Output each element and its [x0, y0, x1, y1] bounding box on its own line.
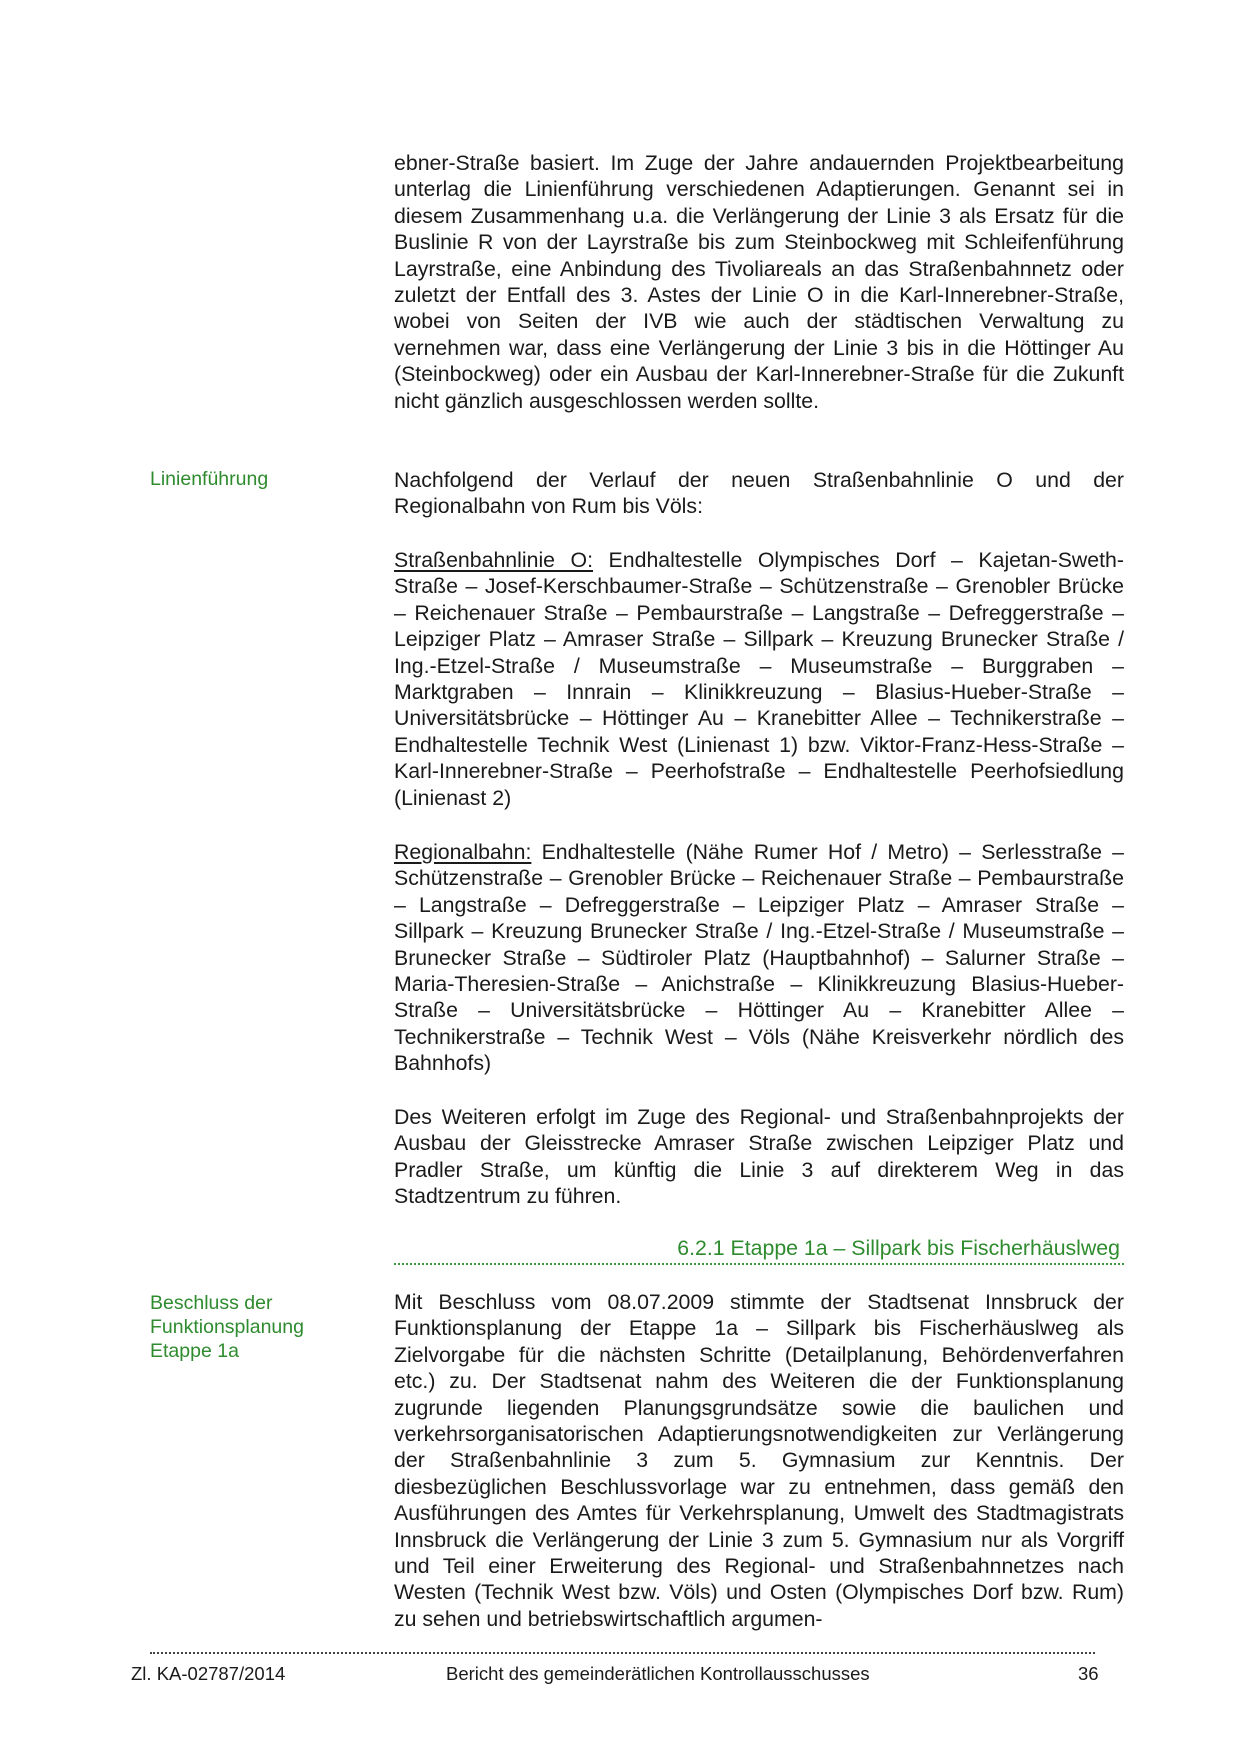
section-heading-text: 6.2.1 Etappe 1a – Sillpark bis Fischerhäuslweg: [677, 1236, 1120, 1260]
paragraph-intro: [394, 150, 1124, 414]
strassenbahnlinie-route: Endhaltestelle Olympisches Dorf – Kajetan-Sweth-Straße – Josef-Kerschbaumer-Straße – Schützenstraße – Grenobler Brücke – Reichenauer Straße – Pembaurstraße – Langstraße – Defreggerstraße – Leipziger Platz – Amraser Straße – Sillpark – Kreuzung Brunecker Straße / Ing.-Etzel-Straße / Museumstraße – Museumstraße – Burggraben – Marktgraben – Innrain – Klinikkreuzung – Blasius-Hueber-Straße – Universitätsbrücke – Höttinger Au – Kranebitter Allee – Technikerstraße – Endhaltestelle Technik West (Linienast 1) bzw. Viktor-Franz-Hess-Straße – Karl-Innerebner-Straße – Peerhofstraße – Endhaltestelle Peerhofsiedlung (Linienast 2): [394, 548, 1124, 810]
paragraph-regionalbahn: [394, 839, 1124, 1077]
paragraph-weiteren: [394, 1104, 1124, 1210]
paragraph-lead: [394, 467, 1124, 520]
regionalbahn-route: Endhaltestelle (Nähe Rumer Hof / Metro) – Serlesstraße – Schützenstraße – Grenobler Brücke – Reichenauer Straße – Pembaurstraße – Langstraße – Defreggerstraße – Leipziger Platz – Amraser Straße – Sillpark – Kreuzung Brunecker Straße / Ing.-Etzel-Straße / Museumstraße – Brunecker Straße – Südtiroler Platz (Hauptbahnhof) – Salurner Straße – Maria-Theresien-Straße – Anichstraße – Klinikkreuzung Blasius-Hueber-Straße – Universitätsbrücke – Höttinger Au – Kranebitter Allee – Technikerstraße – Technik West – Völs (Nähe Kreisverkehr nördlich des Bahnhofs): [394, 840, 1124, 1076]
paragraph-lead-text: Nachfolgend der Verlauf der neuen Straßenbahnlinie O und der Regionalbahn von Rum bis Völs:: [394, 468, 1124, 519]
paragraph-strassenbahnlinie-o: [394, 547, 1124, 811]
paragraph-beschluss-text: Mit Beschluss vom 08.07.2009 stimmte der Stadtsenat Innsbruck der Funktionsplanung der Etappe 1a – Sillpark bis Fischerhäuslweg als Zielvorgabe für die nächsten Schritte (Detailplanung, Behördenverfahren etc.) zu. Der Stadtsenat nahm des Weiteren die der Funktionsplanung zugrunde liegenden Planungsgrundsätze sowie die baulichen und verkehrsorganisatorischen Adaptierungsnotwendigkeiten zur Verlängerung der Straßenbahnlinie 3 zum 5. Gymnasium zur Kenntnis. Der diesbezüglichen Beschlussvorlage war zu entnehmen, dass gemäß den Ausführungen des Amtes für Verkehrsplanung, Umwelt des Stadtmagistrats Innsbruck die Verlängerung der Linie 3 zum 5. Gymnasium nur als Vorgriff und Teil einer Erweiterung des Regional- und Straßenbahnnetzes nach Westen (Technik West bzw. Völs) und Osten (Olympisches Dorf bzw. Rum) zu sehen und betriebswirtschaftlich argumen-: [394, 1290, 1124, 1631]
paragraph-weiteren-text: Des Weiteren erfolgt im Zuge des Regional- und Straßenbahnprojekts der Ausbau der Gleisstrecke Amraser Straße zwischen Leipziger Platz und Pradler Straße, um künftig die Linie 3 auf direkterem Weg in das Stadtzentrum zu führen.: [394, 1105, 1124, 1209]
strassenbahnlinie-label: Straßenbahnlinie O:: [394, 548, 594, 572]
footer-divider: [150, 1652, 1095, 1654]
paragraph-intro-text: ebner-Straße basiert. Im Zuge der Jahre andauernden Projektbearbeitung unterlag die Linienführung verschiedenen Adaptierungen. Genannt sei in diesem Zusammenhang u.a. die Verlängerung der Linie 3 als Ersatz für die Buslinie R von der Layrstraße bis zum Steinbockweg mit Schleifenführung Layrstraße, eine Anbindung des Tivoliareals an das Straßenbahnnetz oder zuletzt der Entfall des 3. Astes der Linie O in die Karl-Innerebner-Straße, wobei von Seiten der IVB wie auch der städtischen Verwaltung zu vernehmen war, dass eine Verlängerung der Linie 3 bis in die Höttinger Au (Steinbockweg) oder ein Ausbau der Karl-Innerebner-Straße für die Zukunft nicht gänzlich ausgeschlossen werden sollte.: [394, 151, 1124, 413]
section-heading: [394, 1235, 1124, 1265]
margin-note-beschluss: Beschluss der Funktionsplanung Etappe 1a: [150, 1292, 304, 1362]
margin-note-linienfuehrung: Linienführung: [150, 468, 269, 490]
regionalbahn-label: Regionalbahn:: [394, 840, 532, 864]
footer-title: Bericht des gemeinderätlichen Kontrollausschusses: [446, 1663, 870, 1684]
page-number: 36: [1078, 1663, 1099, 1684]
footer-reference: Zl. KA-02787/2014: [131, 1663, 286, 1684]
paragraph-beschluss: [394, 1289, 1124, 1632]
